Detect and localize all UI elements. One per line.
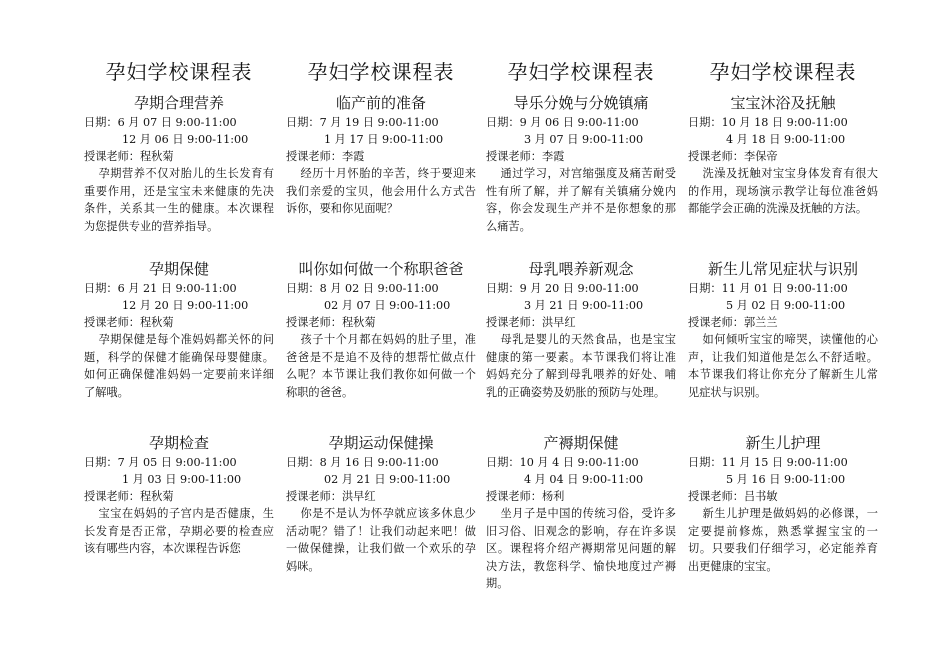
- course-block: [286, 92, 476, 218]
- course-description: 洗澡及抚触对宝宝身体发育有很大的作用，现场演示教学让每位准爸妈都能学会正确的洗澡及抚触的方法。: [688, 167, 878, 216]
- date-label: 日期：: [286, 116, 320, 129]
- teacher-label: 授课老师：: [84, 490, 140, 503]
- course-date-line: [486, 114, 676, 131]
- course-block: [486, 432, 676, 593]
- schedule-title: 孕妇学校课程表: [507, 60, 655, 84]
- date-label: 日期：: [688, 116, 722, 129]
- course-date-1: 9 月 20 日 9:00-11:00: [519, 282, 639, 295]
- course-date-1: 8 月 02 日 9:00-11:00: [319, 282, 439, 295]
- teacher-label: 授课老师：: [688, 150, 744, 163]
- course-teacher: 洪早红: [541, 316, 576, 329]
- course-teacher-line: [286, 148, 476, 165]
- course-name: 孕期保健: [148, 260, 209, 278]
- course-description: 你是不是认为怀孕就应该多休息少活动呢？错了！让我们动起来吧！做一做保健操，让我们做一个欢乐的孕妈咪。: [286, 507, 476, 573]
- course-name: 新生儿护理: [745, 434, 821, 452]
- course-date-2: 5 月 16 日 9:00-11:00: [726, 473, 846, 486]
- schedule-column-1: [84, 58, 274, 556]
- course-teacher-line: [84, 148, 274, 165]
- course-teacher: 程秋菊: [341, 316, 376, 329]
- teacher-label: 授课老师：: [286, 150, 342, 163]
- schedule-title: 孕妇学校课程表: [105, 60, 253, 84]
- course-name: 导乐分娩与分娩镇痛: [513, 94, 649, 112]
- course-teacher-line: [486, 148, 676, 165]
- course-block: [486, 92, 676, 235]
- course-teacher: 李霞: [341, 150, 365, 163]
- course-block: [688, 432, 878, 575]
- course-teacher-line: [688, 314, 878, 331]
- course-teacher-line: [84, 314, 274, 331]
- teacher-label: 授课老师：: [688, 490, 744, 503]
- date-label: 日期：: [486, 116, 520, 129]
- course-name: 宝宝沐浴及抚触: [730, 94, 836, 112]
- course-teacher: 程秋菊: [139, 150, 174, 163]
- course-block: [84, 432, 274, 558]
- schedule-title: 孕妇学校课程表: [709, 60, 857, 84]
- course-date-2: 02 月 07 日 9:00-11:00: [324, 299, 451, 312]
- course-name: 母乳喂养新观念: [528, 260, 634, 278]
- course-date-1: 11 月 01 日 9:00-11:00: [721, 282, 848, 295]
- course-description: 孕期保健是每个准妈妈都关怀的问题，科学的保健才能确保母婴健康。如何正确保健准妈妈一定要前来详细了解哦。: [84, 333, 274, 399]
- course-date-line: [486, 280, 676, 297]
- teacher-label: 授课老师：: [286, 490, 342, 503]
- course-description: 孩子十个月都在妈妈的肚子里，准爸爸是不是追不及待的想帮忙做点什么呢？本节课让我们教你如何做一个称职的爸爸。: [286, 333, 476, 399]
- course-teacher: 程秋菊: [139, 490, 174, 503]
- teacher-label: 授课老师：: [688, 316, 744, 329]
- course-date-1: 7 月 05 日 9:00-11:00: [117, 456, 237, 469]
- course-description: 坐月子是中国的传统习俗，受许多旧习俗、旧观念的影响，存在许多误区。课程将介绍产褥期常见问题的解决方法，教您科学、愉快地度过产褥期。: [486, 507, 676, 591]
- date-label: 日期：: [486, 456, 520, 469]
- teacher-label: 授课老师：: [486, 316, 542, 329]
- course-name: 新生儿常见症状与识别: [707, 260, 858, 278]
- course-date-2: 5 月 02 日 9:00-11:00: [726, 299, 846, 312]
- course-description: 经历十月怀胎的辛苦，终于要迎来我们亲爱的宝贝，他会用什么方式告诉你，要和你见面呢？: [286, 167, 476, 216]
- course-teacher: 李霞: [541, 150, 565, 163]
- course-date-1: 11 月 15 日 9:00-11:00: [721, 456, 848, 469]
- course-block: [486, 258, 676, 401]
- date-label: 日期：: [84, 116, 118, 129]
- teacher-label: 授课老师：: [486, 150, 542, 163]
- teacher-label: 授课老师：: [84, 150, 140, 163]
- course-description: 通过学习，对宫缩强度及痛苦耐受性有所了解，并了解有关镇痛分娩内容，你会发现生产并不是你想象的那么痛苦。: [486, 167, 676, 233]
- course-date-1: 9 月 06 日 9:00-11:00: [519, 116, 639, 129]
- course-teacher-line: [688, 148, 878, 165]
- course-date-line: [84, 280, 274, 297]
- course-date-line: [286, 280, 476, 297]
- course-block: [688, 258, 878, 401]
- course-date-2: 1 月 03 日 9:00-11:00: [122, 473, 242, 486]
- schedule-title: 孕妇学校课程表: [307, 60, 455, 84]
- course-date-1: 7 月 19 日 9:00-11:00: [319, 116, 439, 129]
- course-date-2: 4 月 18 日 9:00-11:00: [726, 133, 846, 146]
- teacher-label: 授课老师：: [286, 316, 342, 329]
- course-block: [688, 92, 878, 218]
- course-description: 孕期营养不仅对胎儿的生长发育有重要作用，还是宝宝未来健康的先决条件，关系其一生的健康。本次课程为您提供专业的营养指导。: [84, 167, 274, 233]
- date-label: 日期：: [84, 282, 118, 295]
- schedule-column-3: [486, 58, 676, 591]
- course-block: [286, 258, 476, 401]
- course-teacher: 洪早红: [341, 490, 376, 503]
- course-teacher-line: [286, 488, 476, 505]
- course-teacher: 郭兰兰: [743, 316, 778, 329]
- course-teacher: 程秋菊: [139, 316, 174, 329]
- course-name: 孕期合理营养: [133, 94, 224, 112]
- course-teacher-line: [688, 488, 878, 505]
- schedule-column-2: [286, 58, 476, 573]
- course-name: 产褥期保健: [543, 434, 619, 452]
- course-date-line: [286, 114, 476, 131]
- teacher-label: 授课老师：: [84, 316, 140, 329]
- course-block: [84, 258, 274, 401]
- course-description: 新生儿护理是做妈妈的必修课，一定要提前修炼，熟悉掌握宝宝的一切。只要我们仔细学习，必定能养育出更健康的宝宝。: [688, 507, 878, 573]
- course-block: [286, 432, 476, 575]
- date-label: 日期：: [286, 456, 320, 469]
- course-date-line: [486, 454, 676, 471]
- course-date-2: 02 月 21 日 9:00-11:00: [324, 473, 451, 486]
- course-date-line: [84, 114, 274, 131]
- course-teacher: 李保帝: [743, 150, 778, 163]
- course-block: [84, 92, 274, 235]
- course-description: 母乳是婴儿的天然食品，也是宝宝健康的第一要素。本节课我们将让准妈妈充分了解到母乳喂养的好处、哺乳的正确姿势及奶胀的预防与处理。: [486, 333, 676, 399]
- course-teacher-line: [84, 488, 274, 505]
- course-date-line: [688, 454, 878, 471]
- schedule-column-4: [688, 58, 878, 573]
- course-teacher-line: [486, 314, 676, 331]
- course-teacher: 吕书敏: [743, 490, 778, 503]
- course-date-line: [688, 280, 878, 297]
- course-teacher-line: [286, 314, 476, 331]
- course-teacher: 杨利: [541, 490, 565, 503]
- course-date-1: 10 月 18 日 9:00-11:00: [721, 116, 848, 129]
- course-date-2: 3 月 21 日 9:00-11:00: [524, 299, 644, 312]
- date-label: 日期：: [486, 282, 520, 295]
- date-label: 日期：: [286, 282, 320, 295]
- course-description: 如何倾听宝宝的啼哭，读懂他的心声，让我们知道他是怎么不舒适啦。本节课我们将让你充分了解新生儿常见症状与识别。: [688, 333, 878, 399]
- course-date-1: 10 月 4 日 9:00-11:00: [519, 456, 639, 469]
- course-date-line: [84, 454, 274, 471]
- course-description: 宝宝在妈妈的子宫内是否健康，生长发育是否正常，孕期必要的检查应该有哪些内容，本次课程告诉您: [84, 507, 274, 556]
- course-date-1: 8 月 16 日 9:00-11:00: [319, 456, 439, 469]
- date-label: 日期：: [688, 456, 722, 469]
- course-name: 孕期检查: [148, 434, 209, 452]
- course-date-2: 12 月 06 日 9:00-11:00: [122, 133, 249, 146]
- course-date-line: [688, 114, 878, 131]
- course-date-2: 3 月 07 日 9:00-11:00: [524, 133, 644, 146]
- course-date-2: 4 月 04 日 9:00-11:00: [524, 473, 644, 486]
- course-date-1: 6 月 21 日 9:00-11:00: [117, 282, 237, 295]
- course-teacher-line: [486, 488, 676, 505]
- course-date-1: 6 月 07 日 9:00-11:00: [117, 116, 237, 129]
- date-label: 日期：: [688, 282, 722, 295]
- course-name: 叫你如何做一个称职爸爸: [298, 260, 464, 278]
- teacher-label: 授课老师：: [486, 490, 542, 503]
- date-label: 日期：: [84, 456, 118, 469]
- course-date-2: 12 月 20 日 9:00-11:00: [122, 299, 249, 312]
- course-name: 孕期运动保健操: [328, 434, 434, 452]
- course-name: 临产前的准备: [335, 94, 426, 112]
- course-date-line: [286, 454, 476, 471]
- course-date-2: 1 月 17 日 9:00-11:00: [324, 133, 444, 146]
